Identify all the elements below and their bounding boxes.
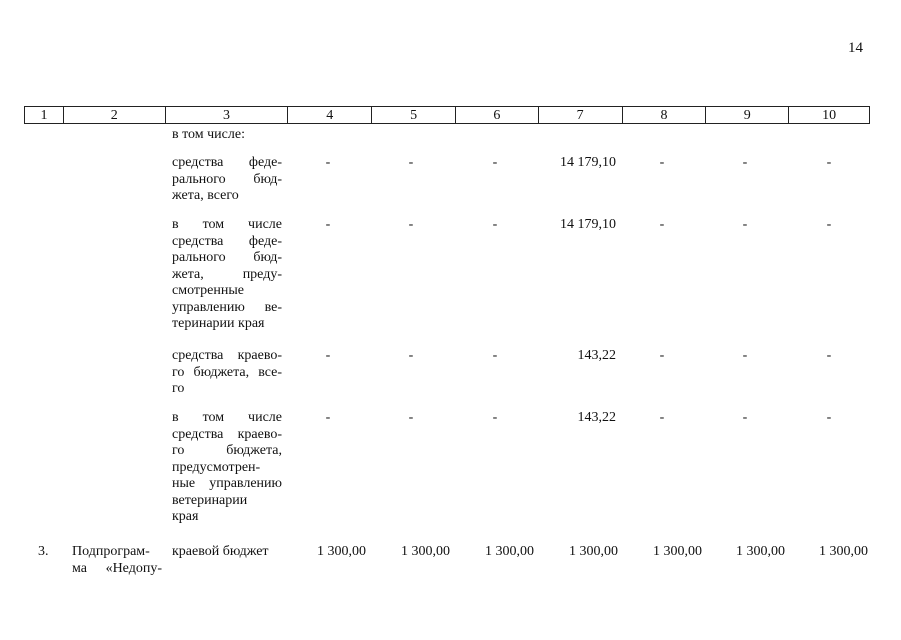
column-header: 7 (539, 107, 623, 123)
description-line: ные управлению (172, 476, 282, 491)
description-line: го бюджета, все- (172, 364, 282, 380)
table-cell: - (826, 410, 832, 425)
table-cell: 1 300,00 (401, 544, 450, 559)
subprogram-name (72, 544, 162, 577)
row-description (172, 410, 282, 526)
column-header: 3 (166, 107, 289, 123)
table-cell: 1 300,00 (736, 544, 785, 559)
description-line: предусмотрен- (172, 459, 261, 475)
table-cell: 1 300,00 (569, 544, 618, 559)
funding-source: краевой бюджет (172, 544, 269, 559)
description-line: края (172, 509, 199, 524)
table-cell: - (408, 217, 414, 232)
description-line: средства краево- (172, 348, 282, 363)
description-line: в том числе (172, 410, 282, 425)
table-cell: - (325, 217, 331, 232)
table-cell: - (492, 155, 498, 170)
table-cell: - (742, 217, 748, 232)
description-line: в том числе: (172, 127, 245, 142)
column-header-row (24, 106, 870, 124)
column-header: 9 (706, 107, 789, 123)
row-description (172, 155, 282, 205)
table-cell: - (826, 155, 832, 170)
column-header: 2 (64, 107, 166, 123)
table-cell: - (492, 348, 498, 363)
table-cell: - (742, 410, 748, 425)
table-cell: - (659, 217, 665, 232)
table-cell: - (325, 155, 331, 170)
row-description (172, 348, 282, 398)
description-line: го (172, 381, 185, 396)
subprogram-name-line: ма «Недопу- (72, 560, 162, 576)
table-cell: - (826, 348, 832, 363)
table-cell: 1 300,00 (819, 544, 868, 559)
table-cell: 14 179,10 (560, 217, 616, 232)
column-header: 5 (372, 107, 456, 123)
description-line: рального бюд- (172, 250, 282, 265)
table-cell: - (492, 217, 498, 232)
table-cell: - (492, 410, 498, 425)
table-cell: - (408, 348, 414, 363)
table-cell: 143,22 (577, 348, 616, 363)
row-description (172, 127, 282, 144)
table-cell: - (408, 410, 414, 425)
description-line: жета, всего (172, 188, 239, 203)
description-line: управлению ве- (172, 299, 282, 315)
table-cell: - (742, 155, 748, 170)
table-cell: - (408, 155, 414, 170)
table-cell: - (659, 155, 665, 170)
description-line: теринарии края (172, 316, 265, 331)
column-header: 1 (25, 107, 64, 123)
table-cell: - (826, 217, 832, 232)
column-header: 8 (623, 107, 707, 123)
description-line: ветеринарии (172, 492, 248, 508)
description-line: го бюджета, (172, 443, 282, 458)
column-header: 6 (456, 107, 539, 123)
table-cell: 143,22 (577, 410, 616, 425)
subprogram-name-line: Подпрограм- (72, 544, 150, 559)
description-line: смотренные (172, 283, 244, 298)
column-header: 10 (822, 108, 837, 123)
table-cell: - (659, 410, 665, 425)
table-cell: - (742, 348, 748, 363)
column-header: 4 (288, 107, 372, 123)
row-number: 3. (38, 544, 49, 559)
table-cell: 1 300,00 (317, 544, 366, 559)
description-line: средства краево- (172, 426, 282, 442)
table-cell: 14 179,10 (560, 155, 616, 170)
table-cell: 1 300,00 (485, 544, 534, 559)
description-line: средства феде- (172, 233, 282, 249)
description-line: средства феде- (172, 155, 282, 170)
description-line: жета, преду- (172, 266, 282, 282)
page-number: 14 (848, 40, 863, 56)
description-line: рального бюд- (172, 171, 282, 187)
row-description (172, 217, 282, 333)
description-line: в том числе (172, 217, 282, 232)
table-cell: - (659, 348, 665, 363)
table-cell: - (325, 410, 331, 425)
table-cell: - (325, 348, 331, 363)
table-cell: 1 300,00 (653, 544, 702, 559)
